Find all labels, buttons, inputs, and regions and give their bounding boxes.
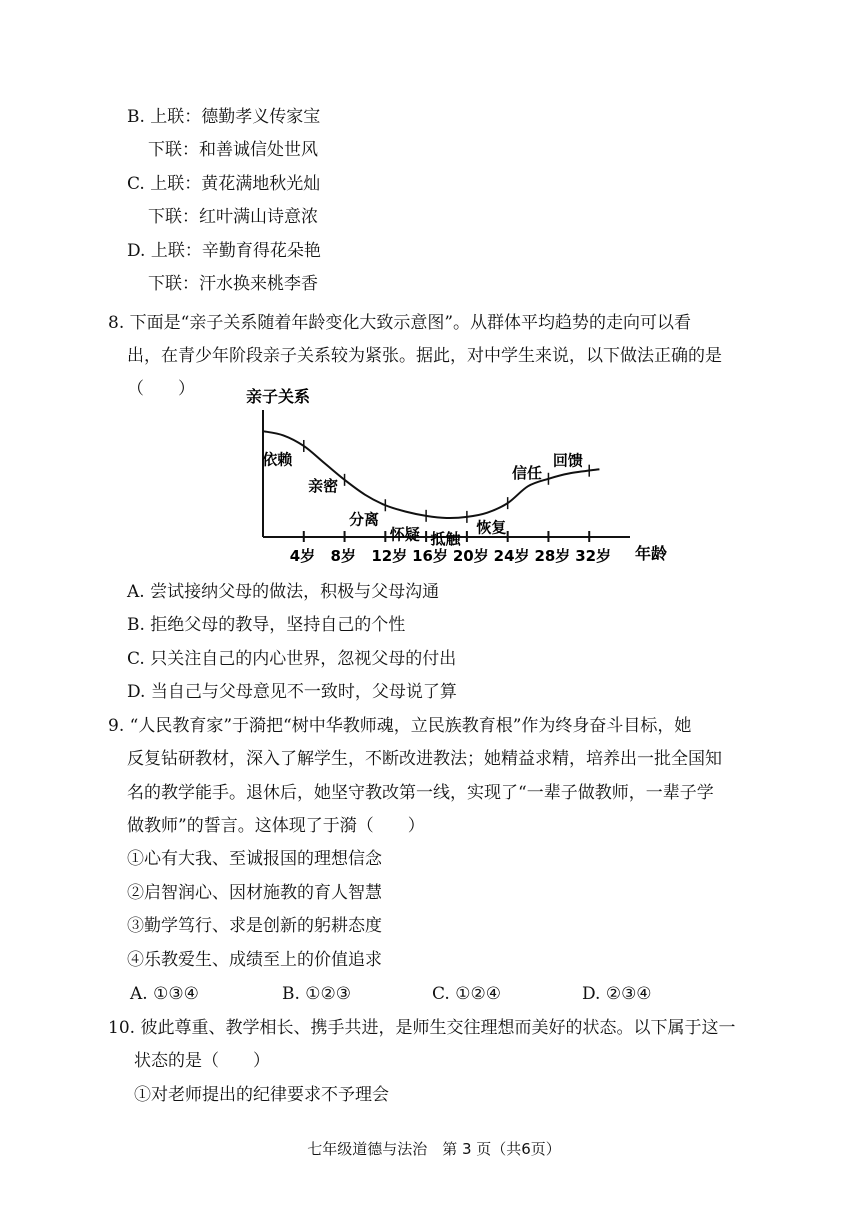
chart-x-tick-label: 4岁 [289,547,316,565]
q7-option-d-upper: D. 上联：辛勤育得花朵艳 [127,241,321,261]
chart-stage-label: 回馈 [552,451,583,470]
q9-choice-c: C. ①②④ [432,984,501,1004]
q9-choice-b: B. ①②③ [282,984,352,1004]
chart-x-tick-label: 32岁 [575,547,612,565]
chart-ylabel: 亲子关系 [246,387,311,406]
parent-child-relationship-chart [240,382,690,572]
q7-option-c-lower: 下联：红叶满山诗意浓 [148,207,318,227]
chart-x-tick-label: 24岁 [493,547,530,565]
q8-option-c: C. 只关注自己的内心世界，忽视父母的付出 [127,649,457,669]
q9-stem-line2: 反复钻研教材，深入了解学生，不断改进教法；她精益求精，培养出一批全国知 [127,749,722,769]
q7-option-b-lower: 下联：和善诚信处世风 [148,140,318,160]
page-footer: 七年级道德与法治 第 3 页（共6页） [307,1140,561,1158]
q9-choice-a: A. ①③④ [130,984,199,1004]
chart-stage-label: 抵触 [430,529,461,548]
q9-choice-d: D. ②③④ [582,984,652,1004]
q8-option-d: D. 当自己与父母意见不一致时，父母说了算 [127,682,457,702]
chart-stage-label: 亲密 [308,476,339,495]
chart-x-tick-label: 12岁 [371,547,408,565]
q9-stem-line3: 名的教学能手。退休后，她坚守教改第一线，实现了“一辈子做教师，一辈子学 [127,783,714,803]
q8-stem-line1: 8. 下面是“亲子关系随着年龄变化大致示意图”。从群体平均趋势的走向可以看 [108,313,692,333]
q9-stem-line1: 9. “人民教育家”于漪把“树中华教师魂，立民族教育根”作为终身奋斗目标，她 [108,716,692,736]
chart-stage-label: 依赖 [262,450,293,469]
q8-option-b: B. 拒绝父母的教导，坚持自己的个性 [127,615,406,635]
chart-stage-label: 分离 [348,510,379,529]
chart-stage-label: 信任 [512,464,543,483]
q9-item-4: ④乐教爱生、成绩至上的价值追求 [127,950,382,970]
q10-stem-line2: 状态的是（ ） [134,1051,270,1071]
q8-option-a: A. 尝试接纳父母的做法，积极与父母沟通 [127,582,440,602]
q9-item-3: ③勤学笃行、求是创新的躬耕态度 [127,916,382,936]
q7-option-b-upper: B. 上联：德勤孝义传家宝 [127,107,321,127]
q9-item-1: ①心有大我、至诚报国的理想信念 [127,849,382,869]
chart-x-tick-label: 8岁 [330,547,356,565]
chart-x-tick-label: 20岁 [452,547,489,565]
q8-stem-line2: 出，在青少年阶段亲子关系较为紧张。据此，对中学生来说，以下做法正确的是 [127,346,722,366]
q9-item-2: ②启智润心、因材施教的育人智慧 [127,883,382,903]
chart-stage-label: 怀疑 [389,525,420,544]
chart-x-tick-label: 16岁 [412,547,448,565]
q10-item-1: ①对老师提出的纪律要求不予理会 [134,1085,389,1105]
chart-x-tick-label: 28岁 [534,547,571,565]
q8-answer-blank: （ ） [127,379,195,399]
chart-xlabel: 年龄 [635,544,668,563]
q7-option-c-upper: C. 上联：黄花满地秋光灿 [127,174,321,194]
chart-stage-label: 恢复 [476,518,507,537]
q9-stem-line4: 做教师”的誓言。这体现了于漪（ ） [127,816,425,836]
q7-option-d-lower: 下联：汗水换来桃李香 [148,274,318,294]
q10-stem-line1: 10. 彼此尊重、教学相长、携手共进，是师生交往理想而美好的状态。以下属于这一 [108,1018,736,1038]
